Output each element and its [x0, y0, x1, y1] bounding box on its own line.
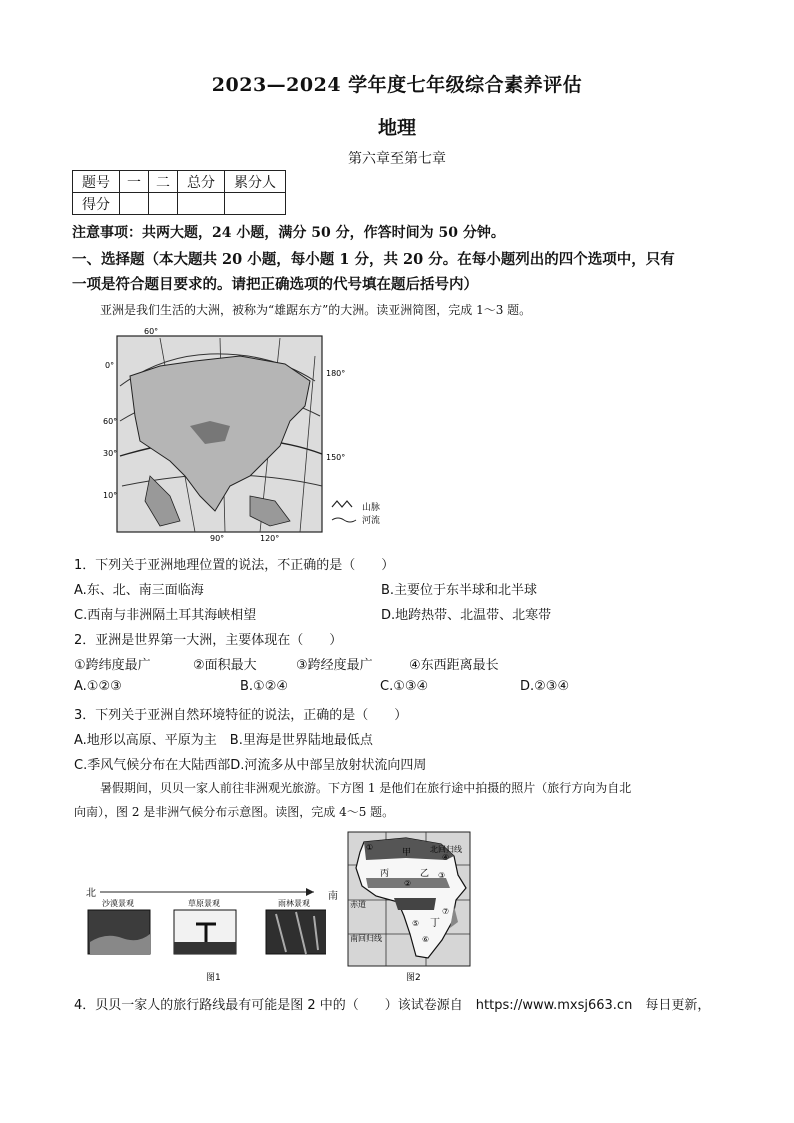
figure-2-caption: 图2 [406, 973, 421, 983]
marker-3: ③ [438, 871, 446, 880]
figure-1-drawing [86, 884, 326, 984]
score-input-cell[interactable] [120, 193, 149, 215]
legend-river-label: 河流 [362, 516, 381, 526]
q2-option-a[interactable]: A.①②③ [74, 679, 122, 694]
q1-option-b[interactable]: B.主要位于东半球和北半球 [381, 583, 538, 598]
fig1-north-label: 北 [86, 888, 96, 899]
subject-title: 地理 [377, 117, 416, 139]
marker-6: ⑥ [422, 935, 430, 944]
q2-item-1: ①跨纬度最广 [74, 658, 151, 673]
q1-stem: 1．下列关于亚洲地理位置的说法，不正确的是（ ） [74, 558, 395, 573]
marker-1: ① [366, 843, 374, 852]
figure-1-caption: 图1 [206, 973, 221, 983]
figure-1 [86, 884, 326, 984]
score-table-cell: 得分 [73, 193, 120, 215]
section1-line2: 一项是符合题目要求的。请把正确选项的代号填在题后括号内） [72, 276, 478, 293]
q2-option-c[interactable]: C.①③④ [380, 679, 429, 694]
asia-map-drawing [100, 326, 440, 542]
q2-item-2: ②面积最大 [193, 658, 257, 673]
notice-text: 注意事项：共两大题，24 小题，满分 50 分，作答时间为 50 分钟。 [72, 225, 505, 241]
q2-option-b[interactable]: B.①②④ [240, 679, 289, 694]
intro1-text: 亚洲是我们生活的大洲，被称为“雄踞东方”的大洲。读亚洲简图，完成 1～3 题。 [100, 303, 532, 317]
legend-river-icon [332, 518, 356, 522]
map-label-lon150: 150° [326, 453, 346, 462]
score-table-cell: 累分人 [225, 171, 286, 193]
q2-option-d[interactable]: D.②③④ [520, 679, 570, 694]
map-label-lon90: 90° [210, 534, 225, 542]
intro2-line2: 向南），图 2 是非洲气候分布示意图。读图，完成 4～5 题。 [74, 805, 395, 819]
q1-option-c[interactable]: C.西南与非洲隔土耳其海峡相望 [74, 608, 257, 623]
score-table-cell: 题号 [73, 171, 120, 193]
score-input-cell[interactable] [149, 193, 178, 215]
map-label-lat0: 0° [105, 361, 115, 370]
photo-caption-grassland: 草原景观 [188, 899, 220, 908]
q1-option-a[interactable]: A.东、北、南三面临海 [74, 583, 204, 598]
photo-caption-rainforest: 雨林景观 [278, 899, 310, 908]
chapter-range: 第六章至第七章 [348, 151, 446, 167]
section1-line1: 一、选择题（本大题共 20 小题，每小题 1 分，共 20 分。在每小题列出的四个选项中，只有 [72, 251, 675, 268]
q3-stem: 3．下列关于亚洲自然环境特征的说法，正确的是（ ） [74, 708, 408, 723]
map-label-lon180: 180° [326, 369, 346, 378]
document-title: 2023—2024 学年度七年级综合素养评估 [211, 74, 583, 96]
tropic-south-label: 南回归线 [350, 934, 382, 943]
q2-stem: 2．亚洲是世界第一大洲，主要体现在（ ） [74, 633, 343, 648]
legend-mountain-label: 山脉 [362, 503, 381, 513]
marker-5: ⑤ [412, 919, 420, 928]
score-table-cell: 一 [120, 171, 149, 193]
figure-2 [346, 830, 476, 984]
photo-caption-desert: 沙漠景观 [102, 899, 134, 908]
score-table-header-row [73, 171, 286, 193]
marker-4: ④ [442, 853, 450, 862]
region-d-label: 丁 [430, 918, 440, 929]
score-table-score-row [73, 193, 286, 215]
q3-options-cd[interactable]: C.季风气候分布在大陆西部D.河流多从中部呈放射状流向四周 [74, 758, 427, 773]
tropic-north-label: 北回归线 [430, 845, 462, 854]
q4-stem: 4．贝贝一家人的旅行路线最有可能是图 2 中的（ ）该试卷源自 https://www.mxsj663.cn 每日更新， [74, 998, 711, 1013]
q2-item-3: ③跨经度最广 [296, 658, 373, 673]
region-b-label: 乙 [420, 869, 430, 879]
equator-label: 赤道 [350, 900, 366, 909]
map-label-lat60: 60° [103, 417, 118, 426]
score-input-cell[interactable] [178, 193, 225, 215]
q1-option-d[interactable]: D.地跨热带、北温带、北寒带 [381, 608, 552, 623]
q2-item-4: ④东西距离最长 [409, 658, 499, 673]
score-table-cell: 二 [149, 171, 178, 193]
map-label-lat30: 30° [103, 449, 118, 458]
region-c-label: 丙 [380, 869, 390, 879]
marker-2: ② [404, 879, 412, 888]
region-a-label: 甲 [402, 848, 412, 858]
score-table-cell: 总分 [178, 171, 225, 193]
score-table [72, 170, 286, 215]
map-label-lon120: 120° [260, 534, 280, 542]
asia-map [100, 326, 440, 542]
map-label-lat10: 10° [103, 491, 118, 500]
intro2-line1: 暑假期间，贝贝一家人前往非洲观光旅游。下方图 1 是他们在旅行途中拍摄的照片（旅行方向为自北 [100, 781, 632, 795]
q3-options-ab[interactable]: A.地形以高原、平原为主 B.里海是世界陆地最低点 [74, 733, 373, 748]
map-label-lon60: 60° [144, 327, 159, 336]
legend-mountain-icon [332, 501, 352, 507]
africa-climate-map [346, 830, 476, 984]
fig1-south-label: 南 [328, 891, 338, 902]
score-input-cell[interactable] [225, 193, 286, 215]
marker-7: ⑦ [442, 907, 450, 916]
